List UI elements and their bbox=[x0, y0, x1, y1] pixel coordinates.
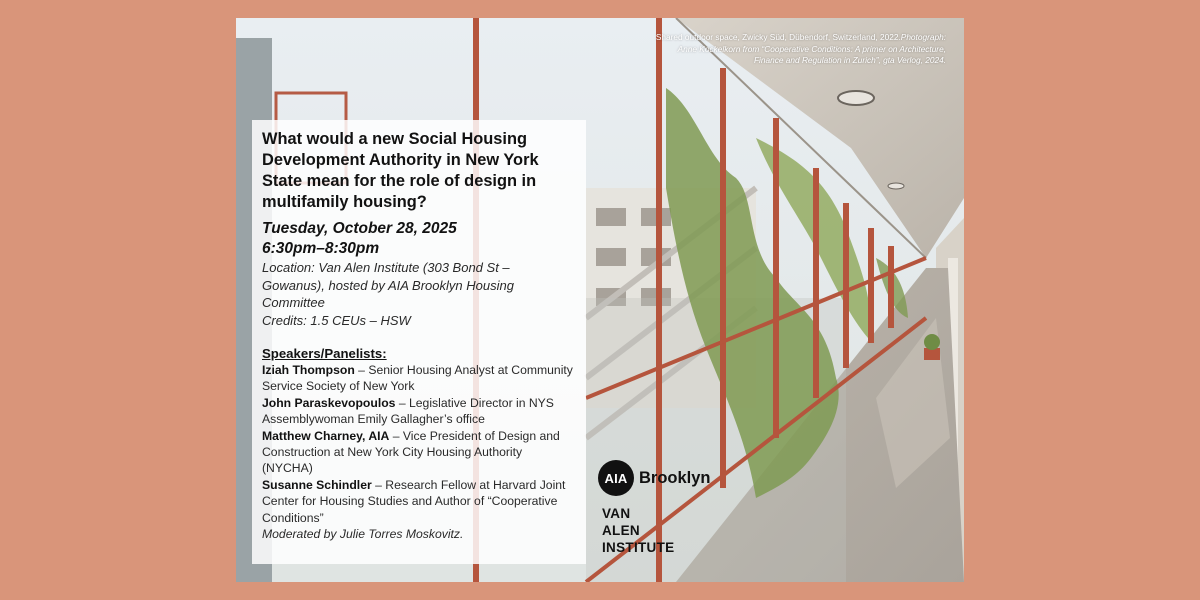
speaker-item bbox=[262, 362, 576, 395]
speaker-name: Susanne Schindler bbox=[262, 477, 372, 492]
speaker-role: – Vice President of Design and Construction at New York City Housing Authority (NYCHA) bbox=[262, 428, 560, 476]
speaker-item bbox=[262, 477, 576, 526]
photo-caption bbox=[646, 32, 946, 67]
speakers-heading: Speakers/Panelists: bbox=[262, 346, 387, 361]
aia-brooklyn-logo bbox=[598, 458, 711, 498]
event-flyer bbox=[236, 18, 964, 582]
caption-credit: Photograph: Anne Kockelkorn from “Cooperative Conditions: A primer on Architecture, Finance and Regulation in Zurich”, gta Verlog, 2024. bbox=[677, 32, 946, 65]
caption-location: Shared outdoor space, Zwicky Süd, Dübendorf, Switzerland, 2022. bbox=[655, 32, 901, 42]
van-alen-line: VAN bbox=[602, 506, 631, 521]
moderator-note: Moderated by Julie Torres Moskovitz. bbox=[262, 527, 464, 542]
event-credits: Credits: 1.5 CEUs – HSW bbox=[262, 312, 411, 328]
speaker-item bbox=[262, 395, 576, 428]
speaker-name: Matthew Charney, AIA bbox=[262, 428, 390, 443]
speaker-role: – Senior Housing Analyst at Community Service Society of New York bbox=[262, 363, 573, 394]
speaker-role: – Legislative Director in NYS Assemblywoman Emily Gallagher’s office bbox=[262, 395, 554, 427]
aia-wordmark: Brooklyn bbox=[639, 468, 711, 487]
van-alen-institute-logo bbox=[602, 505, 674, 556]
speaker-name: John Paraskevopoulos bbox=[262, 395, 396, 410]
event-location: Location: Van Alen Institute (303 Bond St – Gowanus), hosted by AIA Brooklyn Housing Committee bbox=[262, 260, 514, 310]
speaker-name: Iziah Thompson bbox=[262, 363, 355, 377]
event-date: Tuesday, October 28, 2025 bbox=[262, 220, 457, 237]
aia-mark: AIA bbox=[598, 460, 634, 496]
event-info-panel bbox=[252, 120, 586, 564]
van-alen-line: INSTITUTE bbox=[602, 540, 675, 555]
headline: What would a new Social Housing Development Authority in New York State mean for the role of design in multifamily housing? bbox=[262, 130, 539, 211]
event-time: 6:30pm–8:30pm bbox=[262, 240, 380, 257]
speaker-role: – Research Fellow at Harvard Joint Center for Housing Studies and Author of “Cooperative Conditions” bbox=[262, 477, 566, 525]
van-alen-line: ALEN bbox=[602, 523, 640, 538]
speaker-item bbox=[262, 428, 576, 477]
